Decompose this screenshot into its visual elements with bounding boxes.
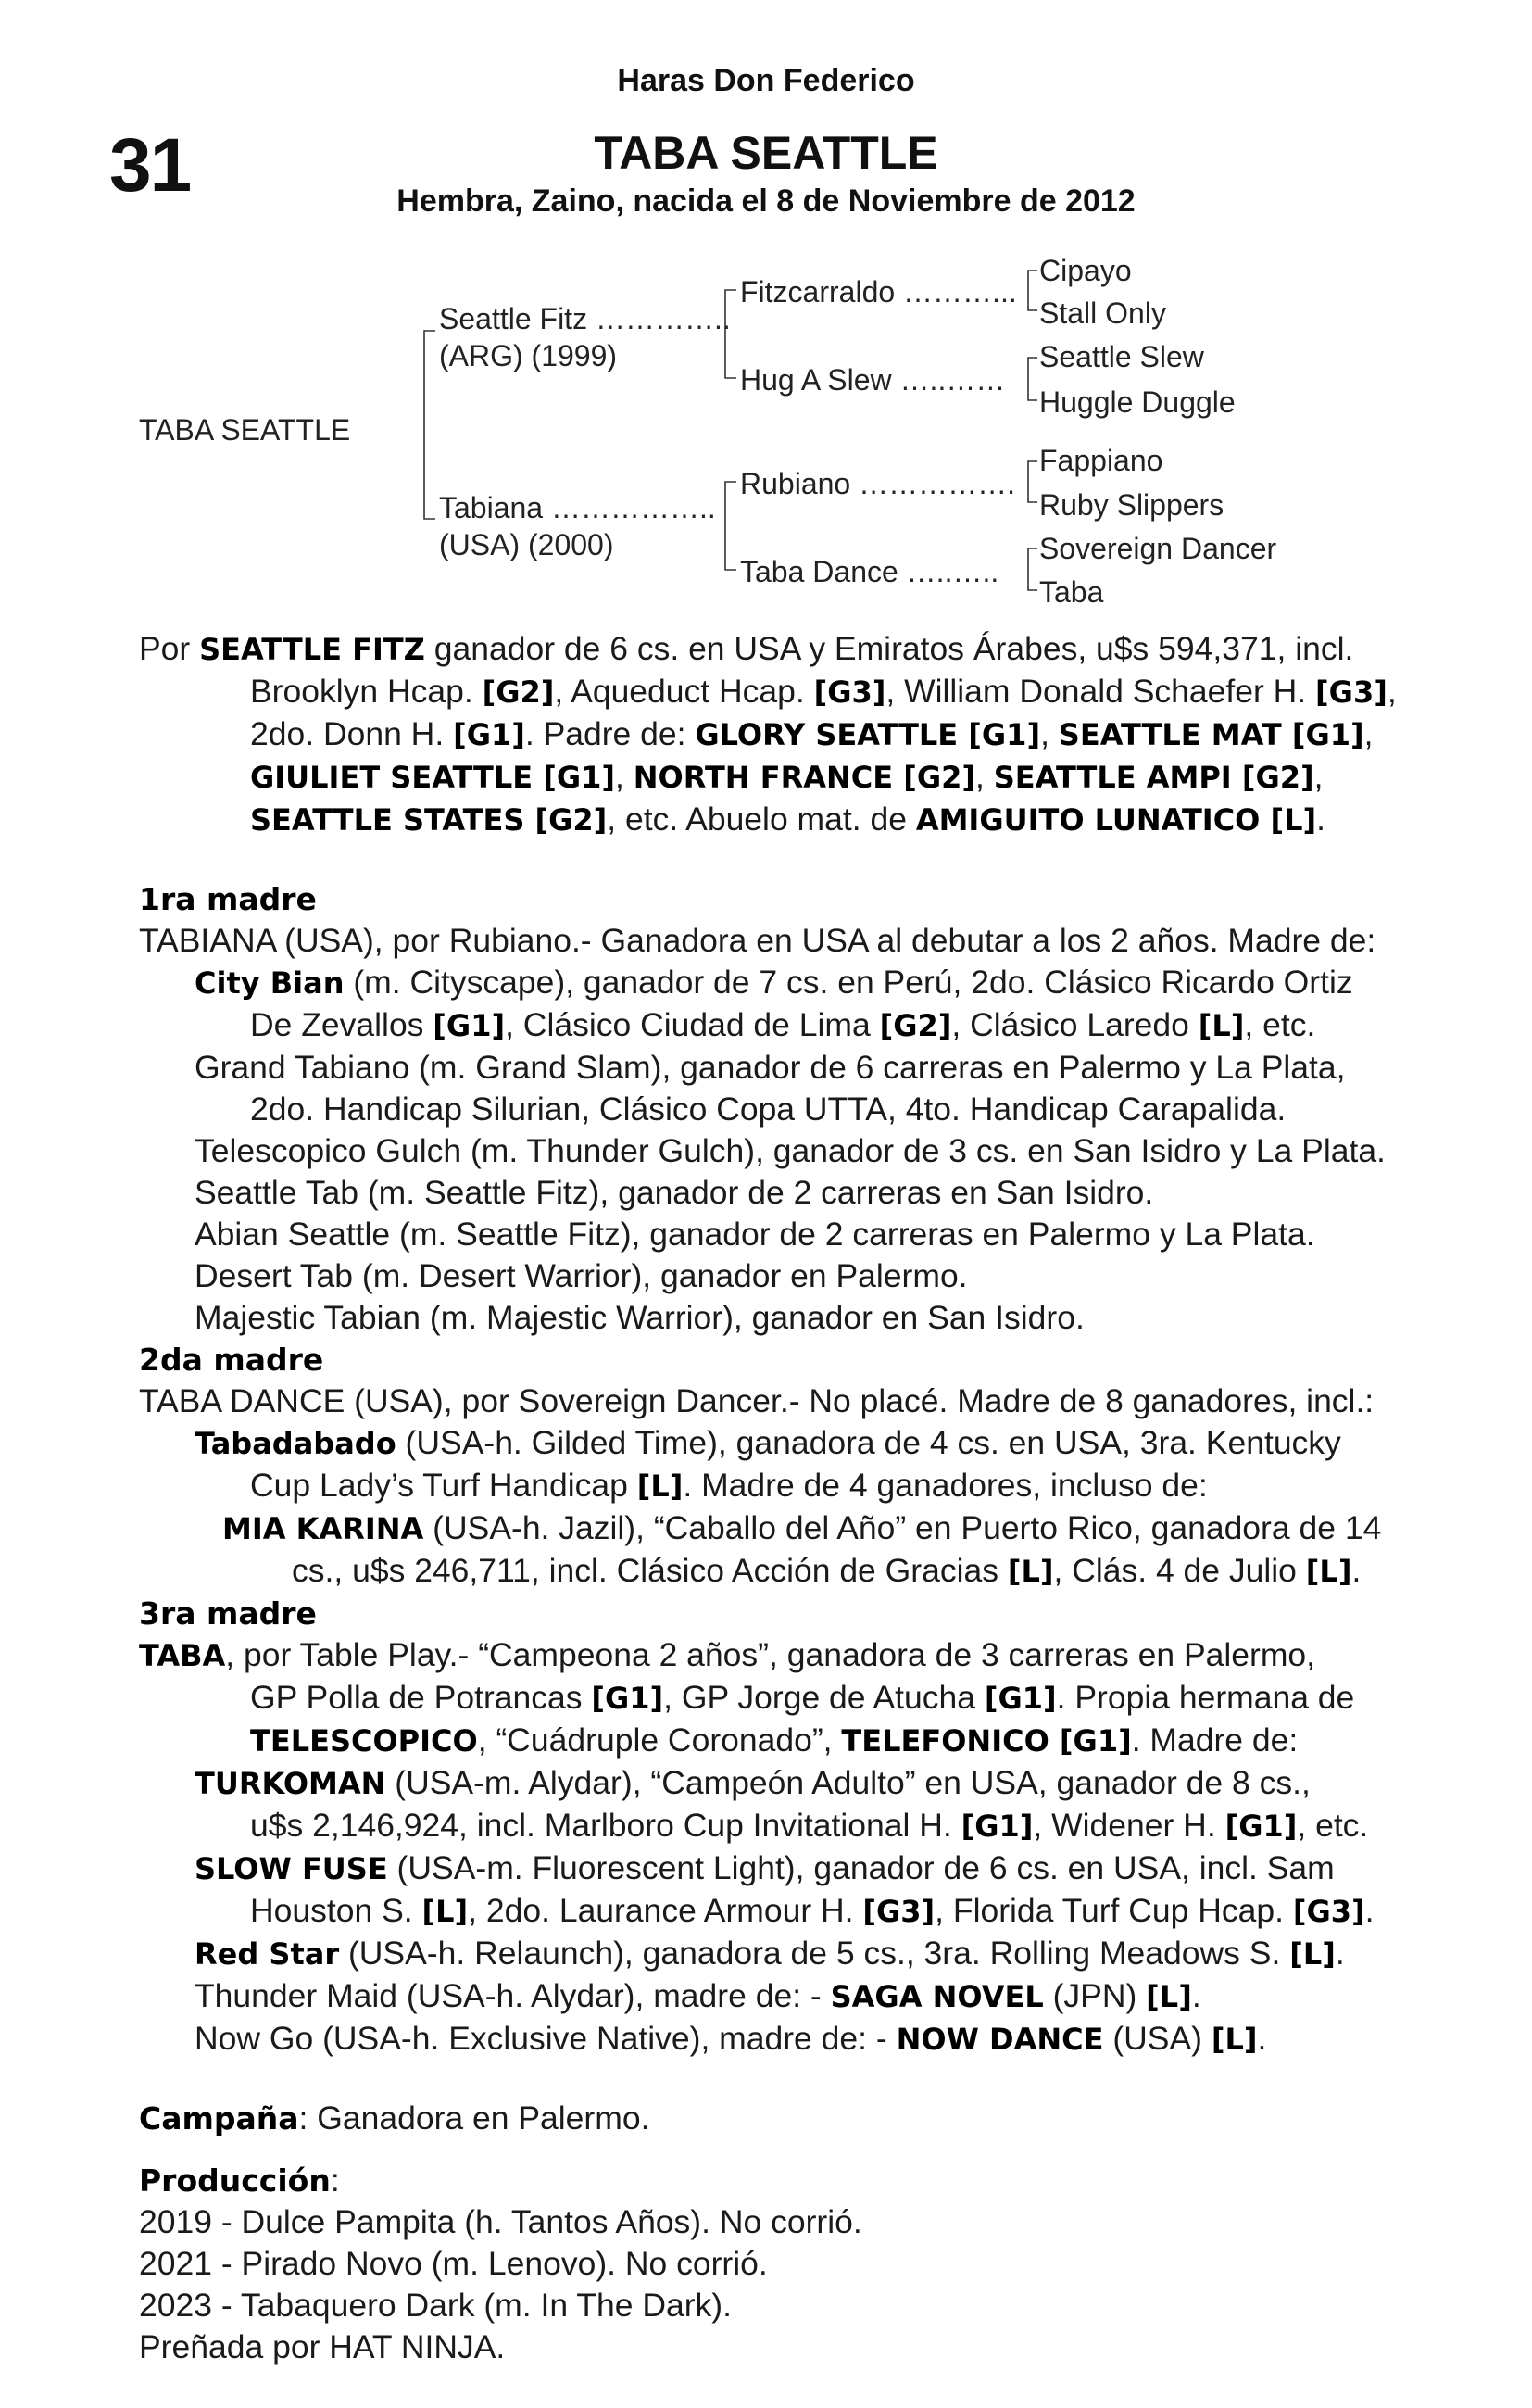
- sibling-name-bold: TELESCOPICO: [250, 1723, 478, 1759]
- text: u$s 2,146,924, incl. Marlboro Cup Invitational H.: [250, 1807, 961, 1844]
- production-item: 2023 - Tabaquero Dark (m. In The Dark).: [139, 2287, 732, 2324]
- text: Houston S.: [250, 1892, 422, 1929]
- pedigree-sire-sire: Fitzcarraldo ………...: [740, 275, 1017, 309]
- pedigree-bracket-lines: [0, 0, 1532, 649]
- catalog-body: [139, 628, 1397, 2368]
- text: , Widener H.: [1033, 1807, 1225, 1844]
- grade: [L]: [421, 1894, 469, 1929]
- text: Thunder Maid (USA-h. Alydar), madre de: -: [195, 1977, 831, 2014]
- production-item: 2021 - Pirado Novo (m. Lenovo). No corrió.: [139, 2245, 768, 2282]
- pedigree-dam: Tabiana ……………..: [439, 491, 716, 524]
- produce-name-bold: TURKOMAN: [195, 1766, 386, 1801]
- consignor-name: Haras Don Federico: [617, 63, 915, 98]
- text: (m. Cityscape), ganador de 7 cs. en Perú, 2do. Clásico Ricardo Ortiz: [344, 964, 1353, 1001]
- pedigree-ddd: Taba: [1039, 575, 1104, 609]
- campaign-label: Campaña: [139, 2100, 299, 2137]
- text: . Madre de 4 ganadores, incluso de:: [683, 1467, 1208, 1504]
- text: , Clás. 4 de Julio: [1053, 1552, 1306, 1589]
- text: Por: [139, 630, 200, 667]
- text: , por Table Play.- “Campeona 2 años”, ganadora de 3 carreras en Palermo,: [225, 1636, 1316, 1673]
- produce-line: Telescopico Gulch (m. Thunder Gulch), ganador de 3 cs. en San Isidro y La Plata.: [195, 1132, 1386, 1169]
- grade: [G3]: [813, 674, 886, 710]
- text: , Clásico Laredo: [951, 1006, 1199, 1043]
- second-dam-section: [139, 1339, 1397, 1593]
- text: Cup Lady’s Turf Handicap: [250, 1467, 637, 1504]
- pedigree-sdd: Huggle Duggle: [1039, 385, 1236, 419]
- grandoffspring: AMIGUITO LUNATICO [L]: [915, 802, 1317, 838]
- campaign-text: Ganadora en Palermo.: [317, 2099, 650, 2137]
- grade: [G1]: [433, 1008, 506, 1043]
- sire-name-bold: SEATTLE FITZ: [199, 632, 425, 667]
- produce-name-bold: Red Star: [195, 1936, 340, 1972]
- pedigree-subject: TABA SEATTLE: [139, 413, 351, 447]
- produce-line: Grand Tabiano (m. Grand Slam), ganador de 6 carreras en Palermo y La Plata,: [195, 1049, 1346, 1086]
- produce-name-bold: Tabadabado: [195, 1426, 396, 1461]
- pedigree-sds: Seattle Slew: [1039, 340, 1204, 373]
- grade: [L]: [1211, 2022, 1258, 2057]
- text: , GP Jorge de Atucha: [663, 1679, 985, 1716]
- text: , etc.: [1244, 1006, 1316, 1043]
- pedigree-bracket-dam: [725, 482, 736, 570]
- offspring: SEATTLE AMPI [G2]: [993, 760, 1314, 795]
- dam-line: TABIANA (USA), por Rubiano.- Ganadora en USA al debutar a los 2 años. Madre de:: [139, 922, 1376, 959]
- pedigree-sire-origin: (ARG) (1999): [439, 339, 618, 372]
- production-label: Producción: [139, 2162, 331, 2199]
- grade: [G3]: [1292, 1894, 1365, 1929]
- offspring: GLORY SEATTLE [G1]: [695, 717, 1041, 752]
- produce-line: Majestic Tabian (m. Majestic Warrior), ganador en San Isidro.: [195, 1299, 1085, 1336]
- dam-name-bold: TABA: [139, 1638, 226, 1673]
- grade: [L]: [1146, 1979, 1192, 2014]
- grade: [G1]: [591, 1681, 664, 1716]
- grade: [G2]: [879, 1008, 952, 1043]
- grade: [G1]: [1224, 1809, 1298, 1844]
- text: (USA-h. Gilded Time), ganadora de 4 cs. en USA, 3ra. Kentucky: [396, 1424, 1341, 1461]
- grade: [L]: [1305, 1554, 1352, 1589]
- text: 2do. Donn H.: [250, 715, 454, 752]
- section-heading: 2da madre: [139, 1342, 324, 1378]
- text: , 2do. Laurance Armour H.: [468, 1892, 863, 1929]
- pedigree-bracket-ds: [1028, 461, 1037, 502]
- offspring: SEATTLE STATES [G2]: [250, 802, 608, 838]
- grade: [L]: [1007, 1554, 1054, 1589]
- grade: [G1]: [984, 1681, 1057, 1716]
- pedigree-dds: Sovereign Dancer: [1039, 532, 1277, 565]
- text: (JPN): [1043, 1977, 1147, 2014]
- campaign-line: [139, 2098, 1397, 2139]
- text: .: [1364, 1892, 1375, 1929]
- text: , etc.: [1297, 1807, 1369, 1844]
- text: .: [1351, 1552, 1362, 1589]
- text: .: [1335, 1935, 1345, 1972]
- produce-name-bold: SLOW FUSE: [195, 1851, 388, 1886]
- horse-name: TABA SEATTLE: [594, 127, 938, 179]
- production-item: Preñada por HAT NINJA.: [139, 2328, 506, 2365]
- grade: [G1]: [453, 717, 525, 752]
- production-section: [139, 2160, 1397, 2368]
- text: . Madre de:: [1131, 1721, 1299, 1759]
- first-dam-section: [139, 878, 1397, 1339]
- produce-line: Abian Seattle (m. Seattle Fitz), ganador de 2 carreras en Palermo y La Plata.: [195, 1216, 1315, 1253]
- horse-description: Hembra, Zaino, nacida el 8 de Noviembre de 2012: [396, 183, 1136, 219]
- grade: [G1]: [961, 1809, 1034, 1844]
- grade: [G2]: [482, 674, 555, 710]
- offspring: NORTH FRANCE [G2]: [633, 760, 976, 795]
- produce-line-cont: 2do. Handicap Silurian, Clásico Copa UTTA, 4to. Handicap Carapalida.: [250, 1091, 1287, 1128]
- pedigree-sss: Cipayo: [1039, 254, 1132, 287]
- text: , Clásico Ciudad de Lima: [505, 1006, 880, 1043]
- sibling-name-bold: TELEFONICO [G1]: [841, 1723, 1132, 1759]
- grade: [G3]: [862, 1894, 936, 1929]
- pedigree-sire: Seattle Fitz …………..: [439, 302, 731, 335]
- text: GP Polla de Potrancas: [250, 1679, 592, 1716]
- text: cs., u$s 246,711, incl. Clásico Acción de Gracias: [292, 1552, 1008, 1589]
- text: ,: [1363, 715, 1374, 752]
- produce-line: Desert Tab (m. Desert Warrior), ganador en Palermo.: [195, 1257, 968, 1294]
- text: :: [298, 2099, 318, 2137]
- text: .: [1316, 801, 1326, 838]
- text: ,: [615, 758, 634, 795]
- text: :: [330, 2162, 340, 2199]
- text: (USA-h. Jazil), “Caballo del Año” en Puerto Rico, ganadora de 14: [423, 1509, 1382, 1546]
- lot-number: 31: [109, 123, 191, 208]
- pedigree-dam-dam: Taba Dance …..…..: [740, 555, 999, 588]
- text: Now Go (USA-h. Exclusive Native), madre de: -: [195, 2020, 897, 2057]
- grandproduce-name-bold: SAGA NOVEL: [830, 1979, 1044, 2014]
- grade: [L]: [1198, 1008, 1245, 1043]
- text: De Zevallos: [250, 1006, 433, 1043]
- text: .: [1257, 2020, 1267, 2057]
- produce-line: Seattle Tab (m. Seattle Fitz), ganador de 2 carreras en San Isidro.: [195, 1174, 1154, 1211]
- third-dam-section: [139, 1593, 1397, 2061]
- text: , etc. Abuelo mat. de: [607, 801, 916, 838]
- grade: [L]: [636, 1469, 684, 1504]
- grade: [L]: [1289, 1936, 1336, 1972]
- section-heading: 3ra madre: [139, 1595, 317, 1632]
- text: ,: [1040, 715, 1059, 752]
- text: ,: [1313, 758, 1324, 795]
- pedigree-bracket-dd: [1028, 548, 1037, 590]
- offspring: GIULIET SEATTLE [G1]: [250, 760, 616, 795]
- text: , “Cuádruple Coronado”,: [477, 1721, 842, 1759]
- section-heading: 1ra madre: [139, 881, 317, 917]
- production-item: 2019 - Dulce Pampita (h. Tantos Años). No corrió.: [139, 2203, 862, 2240]
- dam-line: TABA DANCE (USA), por Sovereign Dancer.- No placé. Madre de 8 ganadores, incl.:: [139, 1382, 1375, 1419]
- pedigree-bracket-gen1: [424, 331, 435, 519]
- pedigree-bracket-ss: [1028, 271, 1037, 310]
- text: , William Donald Schaefer H.: [885, 673, 1316, 710]
- text: (USA-m. Fluorescent Light), ganador de 6 cs. en USA, incl. Sam: [387, 1849, 1335, 1886]
- text: . Padre de:: [524, 715, 696, 752]
- offspring: SEATTLE MAT [G1]: [1058, 717, 1364, 752]
- grade: [G3]: [1315, 674, 1388, 710]
- pedigree-dam-sire: Rubiano …………….: [740, 467, 1015, 500]
- grandproduce-name-bold: NOW DANCE: [896, 2022, 1104, 2057]
- pedigree-bracket-sd: [1028, 358, 1037, 400]
- produce-name-bold: City Bian: [195, 965, 345, 1001]
- pedigree-sire-dam: Hug A Slew …..……: [740, 363, 1006, 397]
- pedigree-ssd: Stall Only: [1039, 296, 1166, 330]
- text: Brooklyn Hcap.: [250, 673, 483, 710]
- pedigree-dss: Fappiano: [1039, 444, 1163, 477]
- text: ganador de 6 cs. en USA y Emiratos Árabes, u$s 594,371, incl.: [424, 630, 1354, 667]
- sire-paragraph: [139, 628, 1397, 841]
- produce-name-bold: MIA KARINA: [222, 1511, 424, 1546]
- text: .: [1191, 1977, 1201, 2014]
- text: ,: [975, 758, 994, 795]
- text: , Aqueduct Hcap.: [554, 673, 814, 710]
- pedigree-dam-origin: (USA) (2000): [439, 528, 614, 561]
- text: (USA-m. Alydar), “Campeón Adulto” en USA, ganador de 8 cs.,: [385, 1764, 1311, 1801]
- text: (USA-h. Relaunch), ganadora de 5 cs., 3ra. Rolling Meadows S.: [339, 1935, 1290, 1972]
- text: ,: [1387, 673, 1397, 710]
- pedigree-dsd: Ruby Slippers: [1039, 488, 1224, 522]
- text: . Propia hermana de: [1056, 1679, 1355, 1716]
- text: (USA): [1103, 2020, 1212, 2057]
- text: , Florida Turf Cup Hcap.: [935, 1892, 1293, 1929]
